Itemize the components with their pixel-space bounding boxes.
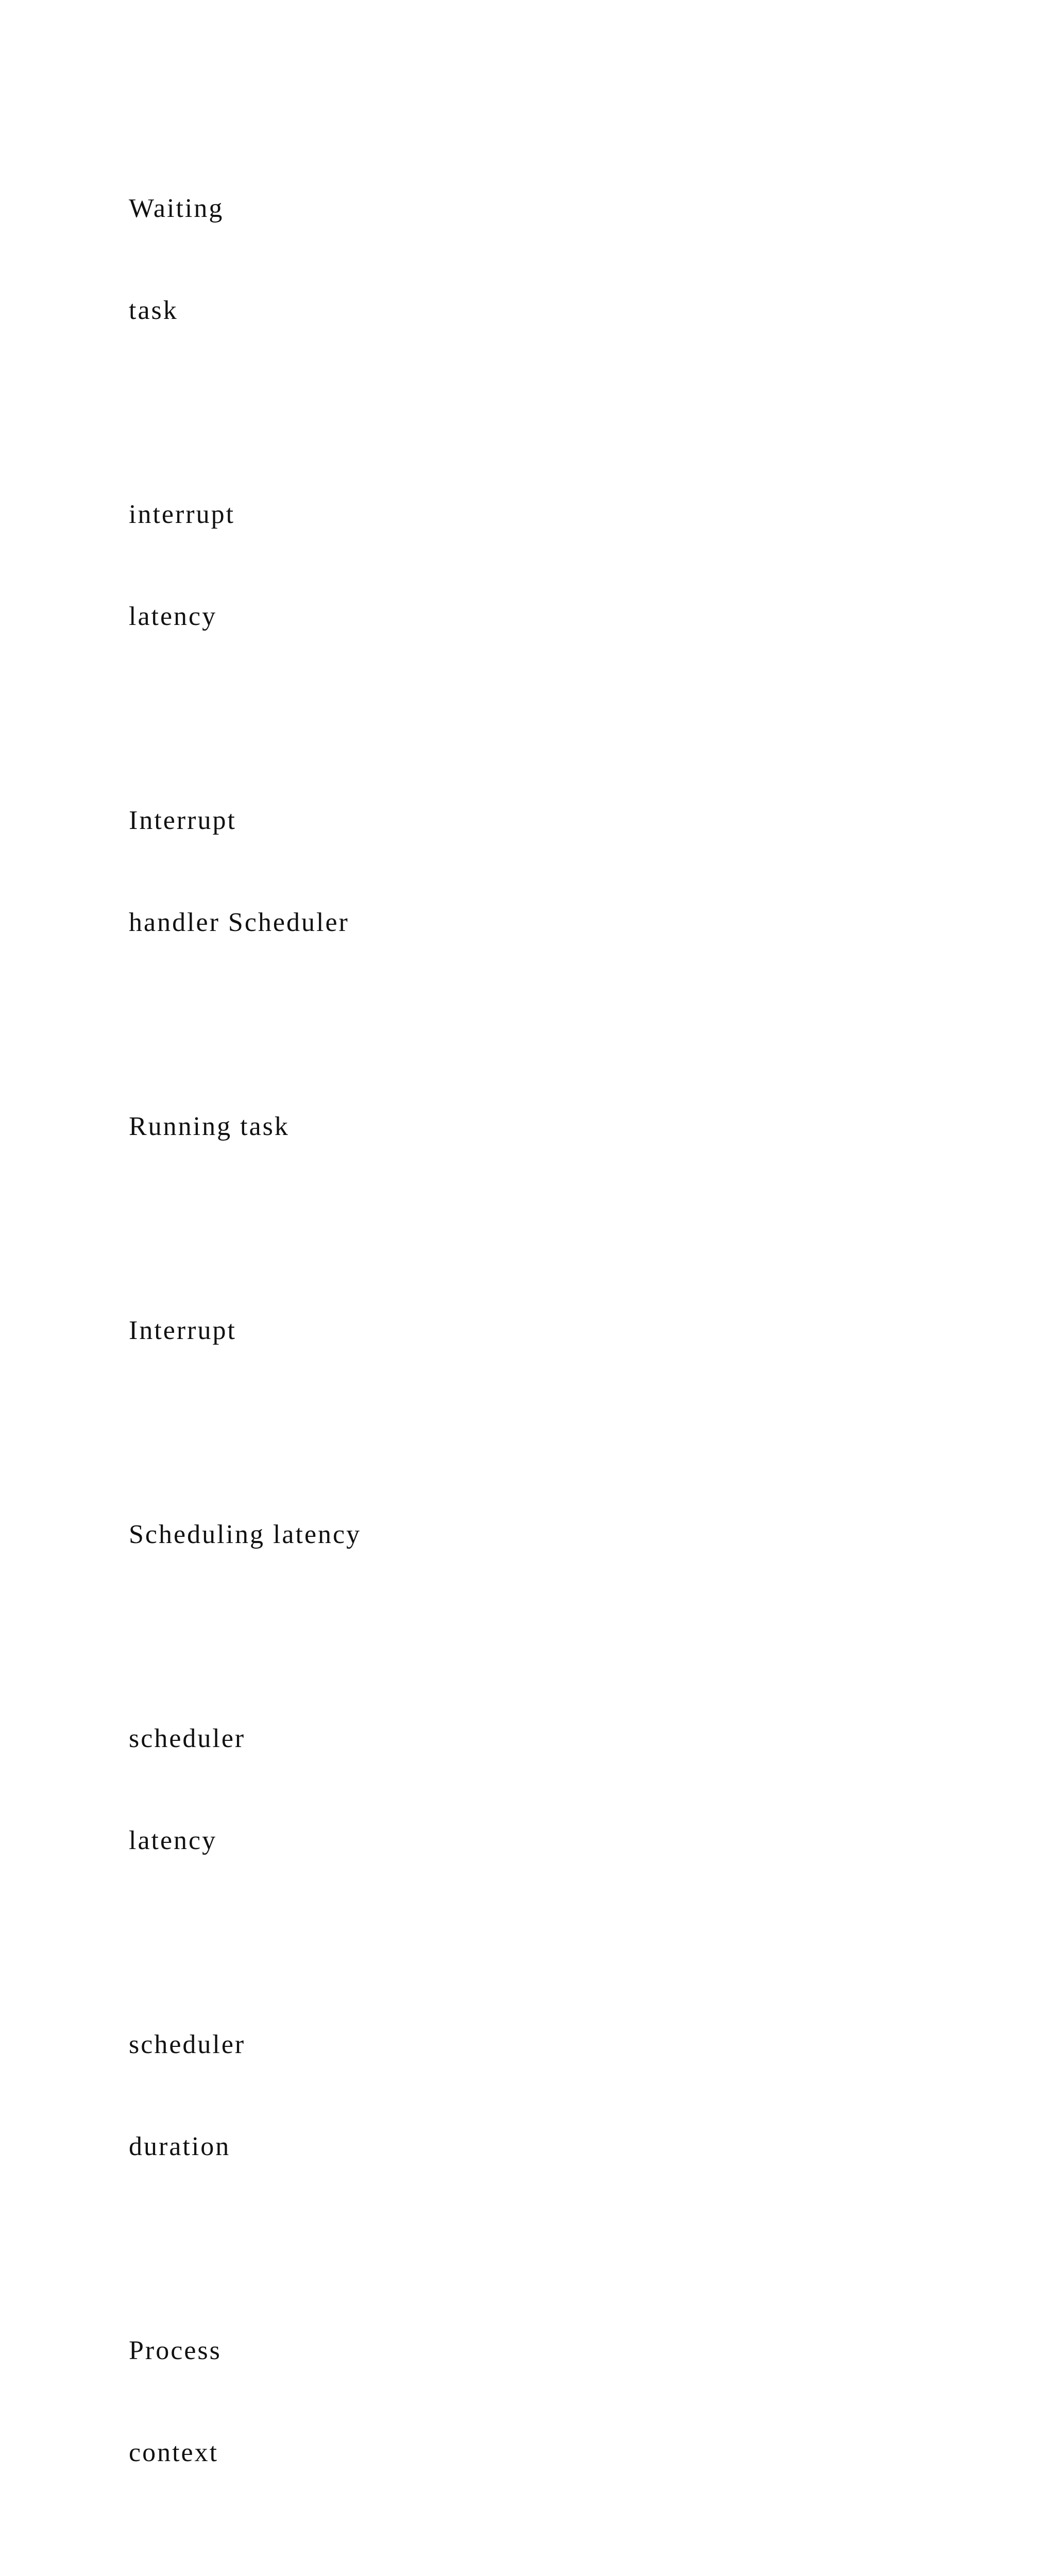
text-line: handler Scheduler <box>129 908 349 937</box>
paragraph-interrupt-handler-scheduler <box>129 736 1030 1008</box>
paragraph-process-context <box>129 2266 1030 2538</box>
text-line: Running task <box>129 1112 290 1141</box>
text-line: task <box>129 296 178 325</box>
text-line: context <box>129 2438 219 2467</box>
text-line: latency <box>129 602 217 631</box>
text-line: interrupt <box>129 500 235 529</box>
text-line: scheduler <box>129 1724 246 1753</box>
paragraph-running-task <box>129 1042 1030 1212</box>
paragraph-scheduler-duration <box>129 1960 1030 2232</box>
text-line: Waiting <box>129 194 224 223</box>
paragraph-interrupt-latency <box>129 430 1030 702</box>
text-line: Process <box>129 2336 222 2365</box>
text-line: duration <box>129 2132 231 2161</box>
text-line: Interrupt <box>129 1316 236 1345</box>
text-line: Interrupt <box>129 806 236 835</box>
text-line: latency <box>129 1826 217 1855</box>
text-line: Scheduling latency <box>129 1520 362 1549</box>
paragraph-waiting-task <box>129 124 1030 396</box>
document-page <box>129 124 1030 2576</box>
paragraph-scheduling-latency <box>129 1450 1030 1620</box>
paragraph-scheduler-latency <box>129 1654 1030 1926</box>
text-line: scheduler <box>129 2030 246 2059</box>
paragraph-interrupt-context <box>129 2572 1030 2576</box>
paragraph-interrupt <box>129 1246 1030 1416</box>
